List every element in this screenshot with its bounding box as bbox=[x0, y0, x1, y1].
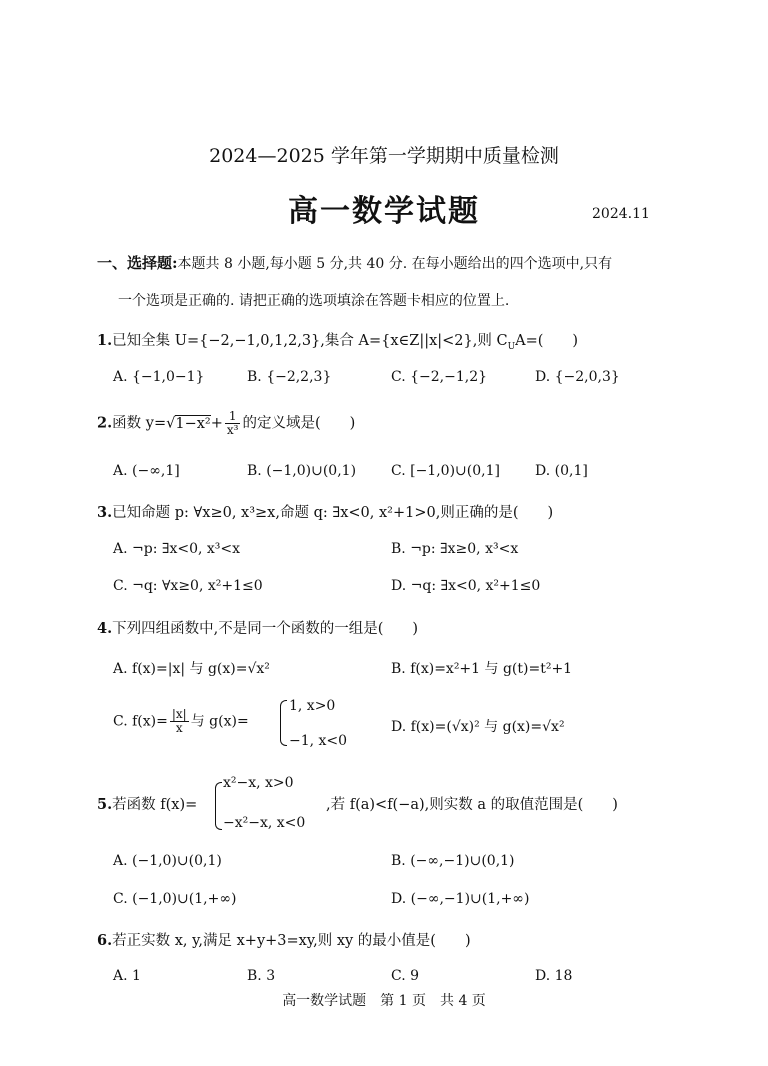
q4-option-c bbox=[113, 708, 249, 735]
question-5-stem-pre bbox=[97, 793, 197, 814]
question-2-stem bbox=[97, 410, 355, 437]
instruction-line-2: 一个选项是正确的. 请把正确的选项填涂在答题卡相应的位置上. bbox=[118, 293, 510, 309]
question-text: 已知全集 U={−2,−1,0,1,2,3},集合 A={x∈Z||x|<2},则 C bbox=[112, 333, 508, 349]
piecewise-case-2: −1, x<0 bbox=[289, 733, 348, 749]
q1-option-a: A. {−1,0−1} bbox=[113, 369, 205, 385]
question-text: 若函数 f(x)= bbox=[112, 797, 198, 813]
exam-subtitle: 2024—2025 学年第一学期期中质量检测 bbox=[209, 145, 559, 167]
q4-option-d: D. f(x)=(√x)² 与 g(x)=√x² bbox=[391, 719, 565, 735]
q5-option-b: B. (−∞,−1)∪(0,1) bbox=[391, 853, 515, 869]
exam-date: 2024.11 bbox=[592, 206, 650, 222]
q3-option-b: B. ¬p: ∃x≥0, x³<x bbox=[391, 541, 519, 557]
piecewise-case-1: 1, x>0 bbox=[289, 698, 336, 714]
q4-option-a: A. f(x)=|x| 与 g(x)=√x² bbox=[113, 661, 270, 677]
question-1-stem bbox=[97, 329, 578, 352]
section-instruction bbox=[97, 252, 612, 273]
question-number: 6. bbox=[97, 932, 113, 949]
q6-option-c: C. 9 bbox=[391, 968, 420, 984]
question-text-tail: A=( ) bbox=[515, 333, 579, 349]
question-text-tail: 的定义域是( ) bbox=[242, 415, 356, 432]
question-text: 下列四组函数中,不是同一个函数的一组是( ) bbox=[112, 621, 419, 637]
piecewise-brace bbox=[215, 782, 222, 830]
fraction-denominator: x bbox=[175, 721, 183, 735]
question-number: 2. bbox=[97, 414, 113, 432]
question-5-stem-tail: ,若 f(a)<f(−a),则实数 a 的取值范围是( ) bbox=[326, 797, 618, 813]
q2-option-b: B. (−1,0)∪(0,1) bbox=[247, 463, 357, 479]
question-text: 已知命题 p: ∀x≥0, x³≥x,命题 q: ∃x<0, x²+1>0,则正确的是( ) bbox=[112, 505, 554, 521]
piecewise-brace bbox=[280, 700, 287, 746]
sqrt-symbol: √ bbox=[166, 415, 176, 432]
q4-option-b: B. f(x)=x²+1 与 g(t)=t²+1 bbox=[391, 661, 573, 677]
q6-option-a: A. 1 bbox=[113, 968, 141, 984]
q6-option-b: B. 3 bbox=[247, 968, 276, 984]
exam-title: 高一数学试题 bbox=[288, 194, 480, 229]
q5-option-c: C. (−1,0)∪(1,+∞) bbox=[113, 891, 237, 907]
q3-option-d: D. ¬q: ∃x<0, x²+1≤0 bbox=[391, 578, 541, 594]
plus-sign: + bbox=[210, 415, 223, 432]
q3-option-a: A. ¬p: ∃x<0, x³<x bbox=[113, 541, 241, 557]
fraction bbox=[170, 708, 189, 735]
question-4-stem bbox=[97, 617, 418, 638]
q2-option-a: A. (−∞,1] bbox=[113, 463, 180, 479]
q3-option-c: C. ¬q: ∀x≥0, x²+1≤0 bbox=[113, 578, 263, 594]
q5-option-d: D. (−∞,−1)∪(1,+∞) bbox=[391, 891, 530, 907]
question-number: 5. bbox=[97, 796, 113, 813]
q1-option-b: B. {−2,2,3} bbox=[247, 369, 332, 385]
fraction-denominator: x³ bbox=[226, 423, 239, 437]
q2-option-d: D. (0,1] bbox=[535, 463, 588, 479]
question-text: 函数 y= bbox=[112, 415, 167, 432]
question-number: 4. bbox=[97, 620, 113, 637]
q5-option-a: A. (−1,0)∪(0,1) bbox=[113, 853, 222, 869]
q6-option-d: D. 18 bbox=[535, 968, 573, 984]
q1-option-d: D. {−2,0,3} bbox=[535, 369, 620, 385]
piecewise-case-2: −x²−x, x<0 bbox=[223, 815, 306, 831]
sqrt-radicand: 1−x² bbox=[175, 415, 211, 432]
piecewise-case-1: x²−x, x>0 bbox=[223, 775, 294, 791]
section-heading: 一、选择题: bbox=[97, 254, 178, 272]
fraction-numerator: |x| bbox=[171, 707, 187, 721]
complement-subscript: U bbox=[507, 341, 516, 352]
instruction-line-1: 本题共 8 小题,每小题 5 分,共 40 分. 在每小题给出的四个选项中,只有 bbox=[177, 256, 613, 272]
question-text: 若正实数 x, y,满足 x+y+3=xy,则 xy 的最小值是( ) bbox=[112, 933, 471, 949]
q1-option-c: C. {−2,−1,2} bbox=[391, 369, 488, 385]
question-3-stem bbox=[97, 501, 553, 522]
option-text: C. f(x)= bbox=[113, 713, 168, 730]
page-footer: 高一数学试题 第 1 页 共 4 页 bbox=[282, 993, 486, 1009]
fraction bbox=[225, 410, 241, 437]
question-number: 1. bbox=[97, 332, 113, 349]
fraction-numerator: 1 bbox=[225, 410, 241, 424]
question-number: 3. bbox=[97, 504, 113, 521]
question-6-stem bbox=[97, 929, 471, 950]
option-text-mid: 与 g(x)= bbox=[190, 713, 249, 730]
q2-option-c: C. [−1,0)∪(0,1] bbox=[391, 463, 500, 479]
